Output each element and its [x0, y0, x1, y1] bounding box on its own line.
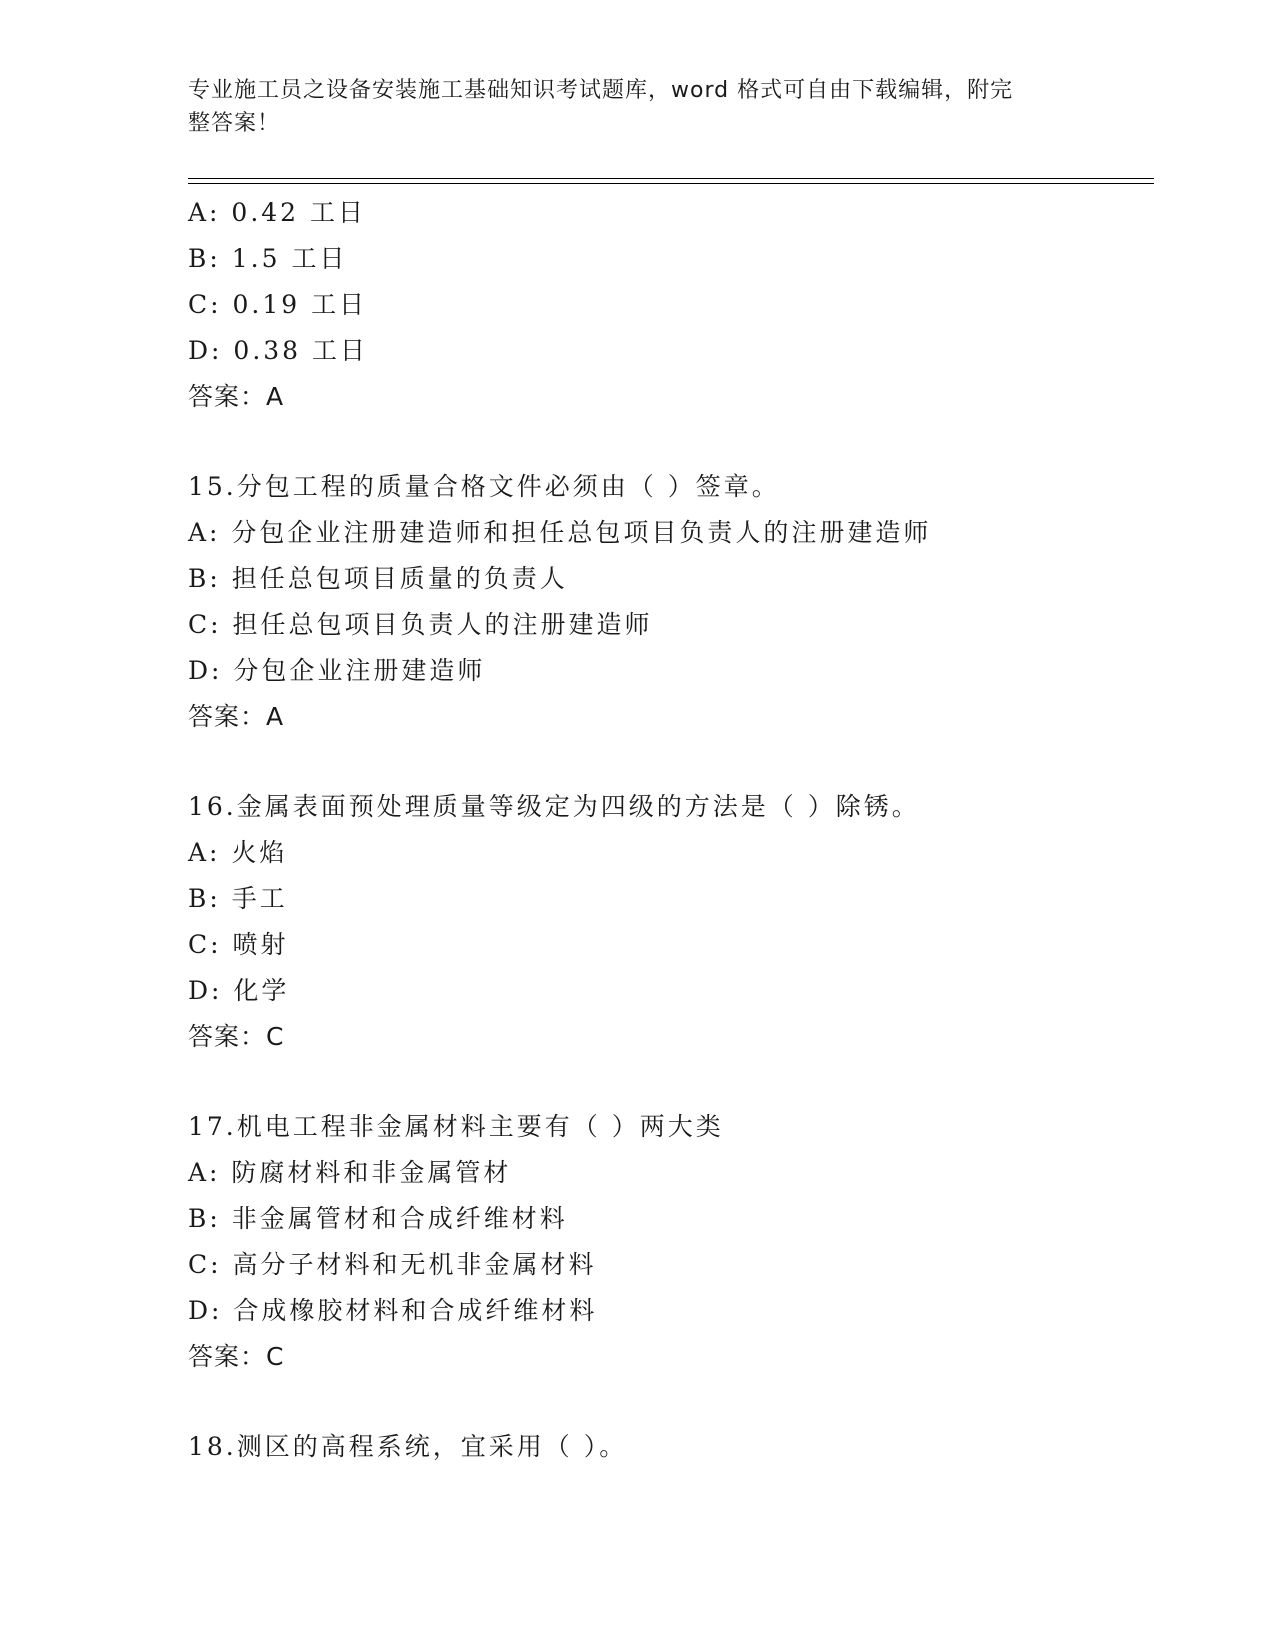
option-c: C: 高分子材料和无机非金属材料	[188, 1250, 597, 1279]
question-stem: 15.分包工程的质量合格文件必须由（ ）签章。	[188, 472, 780, 501]
spacer	[188, 1380, 1154, 1424]
option-a: A: 火焰	[188, 838, 288, 867]
option-a: A: 防腐材料和非金属管材	[188, 1158, 512, 1187]
question-15	[188, 464, 1154, 740]
option-b: B: 担任总包项目质量的负责人	[188, 564, 568, 593]
question-16	[188, 784, 1154, 1060]
option-b: B: 手工	[188, 884, 288, 913]
answer: 答案：A	[188, 702, 285, 731]
option-c: C: 0.19 工日	[188, 290, 368, 319]
option-a: A: 0.42 工日	[188, 198, 367, 227]
question-stem: 17.机电工程非金属材料主要有（ ）两大类	[188, 1112, 724, 1141]
document-content	[188, 190, 1154, 1470]
option-c: C: 喷射	[188, 930, 289, 959]
question-17	[188, 1104, 1154, 1380]
answer: 答案：C	[188, 1022, 285, 1051]
option-d: D: 化学	[188, 976, 290, 1005]
option-d: D: 分包企业注册建造师	[188, 656, 486, 685]
answer: 答案：A	[188, 382, 285, 411]
option-c: C: 担任总包项目负责人的注册建造师	[188, 610, 653, 639]
spacer	[188, 420, 1154, 464]
spacer	[188, 1060, 1154, 1104]
question-stem: 18.测区的高程系统，宜采用（ ）。	[188, 1432, 628, 1461]
spacer	[188, 740, 1154, 784]
question-14-continued	[188, 190, 1154, 420]
option-a: A: 分包企业注册建造师和担任总包项目负责人的注册建造师	[188, 518, 932, 547]
header-rule-bottom	[188, 183, 1154, 184]
header-title-line-2: 整答案！	[188, 111, 281, 136]
question-18	[188, 1424, 1154, 1470]
document-header	[188, 74, 1068, 140]
answer: 答案：C	[188, 1342, 285, 1371]
option-b: B: 1.5 工日	[188, 244, 348, 273]
question-stem: 16.金属表面预处理质量等级定为四级的方法是（ ）除锈。	[188, 792, 920, 821]
option-d: D: 0.38 工日	[188, 336, 369, 365]
header-rule-top	[188, 178, 1154, 179]
option-b: B: 非金属管材和合成纤维材料	[188, 1204, 568, 1233]
option-d: D: 合成橡胶材料和合成纤维材料	[188, 1296, 598, 1325]
header-title-line-1: 专业施工员之设备安装施工基础知识考试题库，word 格式可自由下载编辑，附完	[188, 78, 1014, 103]
